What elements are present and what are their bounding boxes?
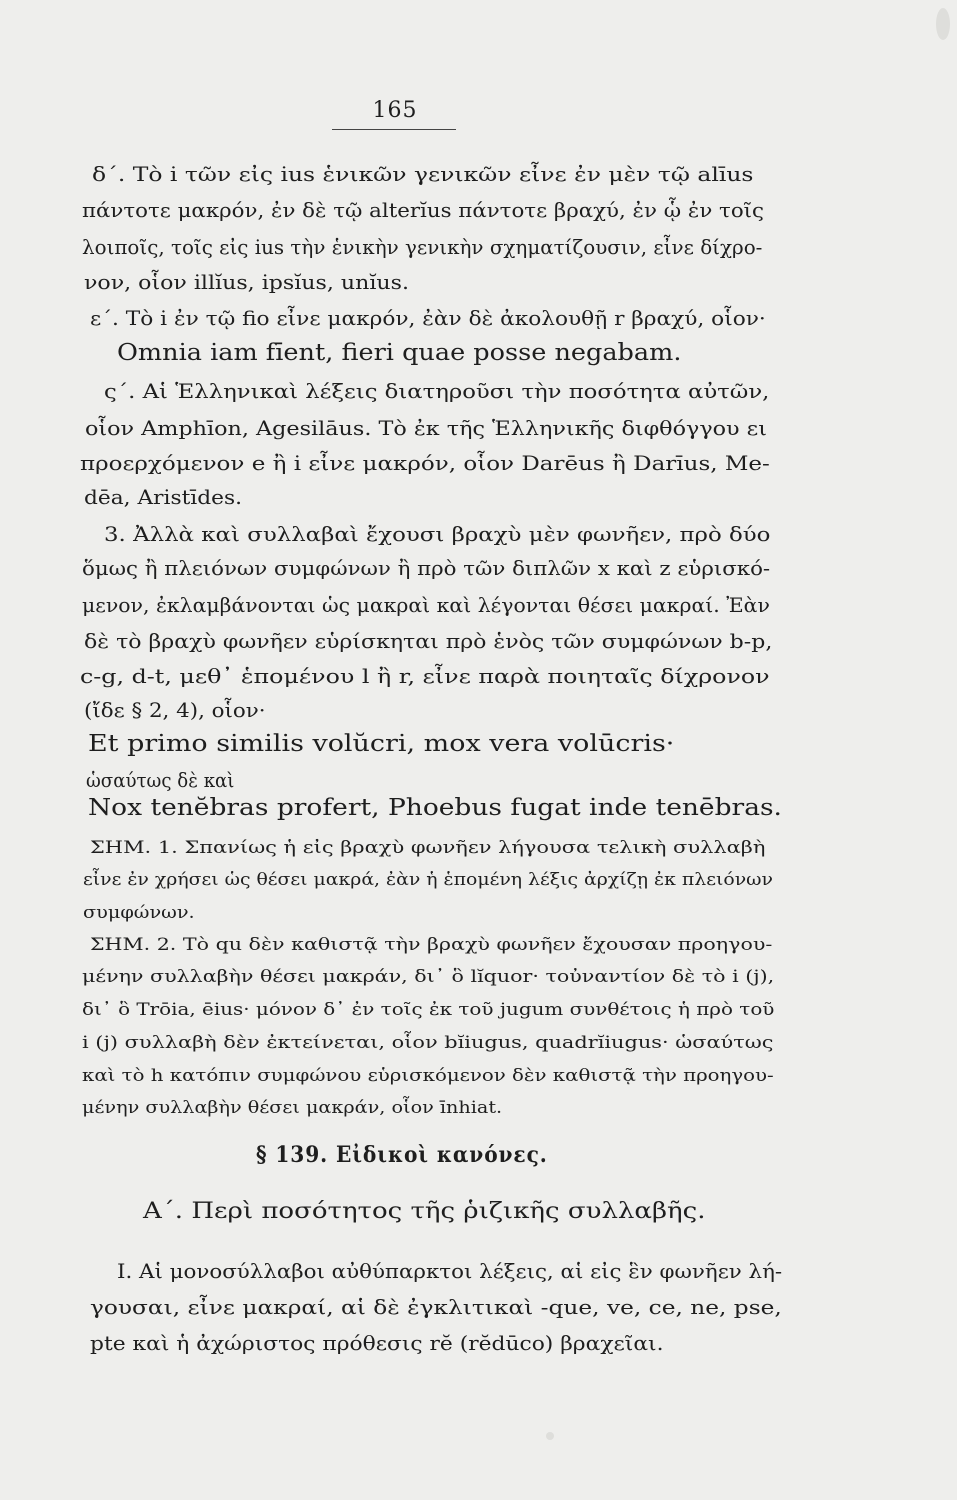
text-line: ε΄. Τὸ i ἐν τῷ fio εἶνε μακρόν, ἐὰν δὲ ἀκολουθῇ r βραχύ, οἷον·: [90, 307, 766, 330]
text-line: ὅμως ἢ πλειόνων συμφώνων ἢ πρὸ τῶν διπλῶν x καὶ z εὑρισκό-: [82, 557, 771, 580]
text-line: ΣΗΜ. 2. Τὸ qu δὲν καθιστᾷ τὴν βραχὺ φωνῆεν ἔχουσαν προηγου-: [90, 935, 773, 955]
text-line: I. Αἱ μονοσύλλαβοι αὐθύπαρκτοι λέξεις, αἱ εἰς ἓν φωνῆεν λή-: [117, 1260, 783, 1283]
text-line: δ΄. Τὸ i τῶν εἰς ius ἑνικῶν γενικῶν εἶνε ἐν μὲν τῷ alīus: [92, 163, 754, 186]
text-line: λοιποῖς, τοῖς εἰς ius τὴν ἑνικὴν γενικὴν σχηματίζουσιν, εἶνε δίχρο-: [82, 236, 763, 259]
text-line: μενον, ἐκλαμβάνονται ὡς μακραὶ καὶ λέγονται θέσει μακραί. Ἐὰν: [82, 594, 770, 617]
text-line: νον, οἷον illĭus, ipsĭus, unĭus.: [84, 271, 409, 294]
text-line: δι᾽ ὃ Trōia, ēius· μόνον δ᾽ ἐν τοῖς ἐκ τοῦ jugum συνθέτοις ἡ πρὸ τοῦ: [82, 1000, 775, 1020]
text-line: προερχόμενον e ἢ i εἶνε μακρόν, οἷον Darēus ἢ Darīus, Me-: [80, 452, 770, 475]
text-line: δὲ τὸ βραχὺ φωνῆεν εὑρίσκηται πρὸ ἑνὸς τῶν συμφώνων b-p,: [84, 630, 773, 653]
text-line: dēa, Aristīdes.: [84, 486, 242, 509]
text-line: c-g, d-t, μεθ᾽ ἑπομένου l ἢ r, εἶνε παρὰ ποιηταῖς δίχρονον: [80, 665, 770, 688]
text-line: ς΄. Αἱ Ἑλληνικαὶ λέξεις διατηροῦσι τὴν ποσότητα αὐτῶν,: [104, 380, 770, 403]
text-line: 3. Ἀλλὰ καὶ συλλαβαὶ ἔχουσι βραχὺ μὲν φωνῆεν, πρὸ δύο: [104, 523, 771, 546]
text-line: καὶ τὸ h κατόπιν συμφώνου εὑρισκόμενον δὲν καθιστᾷ τὴν προηγου-: [82, 1066, 774, 1086]
text-line: Nox tenĕbras profert, Phoebus fugat inde tenēbras.: [88, 795, 782, 821]
section-heading: § 139. Εἰδικοὶ κανόνες.: [256, 1142, 548, 1168]
text-line: ΣΗΜ. 1. Σπανίως ἡ εἰς βραχὺ φωνῆεν λήγουσα τελικὴ συλλαβὴ: [90, 838, 766, 858]
text-line: συμφώνων.: [83, 903, 195, 923]
text-line: (ἴδε § 2, 4), οἷον·: [84, 699, 266, 722]
text-line: Omnia iam fīent, fieri quae posse negabam.: [117, 340, 682, 366]
text-line: μένην συλλαβὴν θέσει μακράν, οἷον īnhiat.: [82, 1098, 503, 1118]
text-line: πάντοτε μακρόν, ἐν δὲ τῷ alterĭus πάντοτε βραχύ, ἐν ᾧ ἐν τοῖς: [82, 199, 764, 222]
text-line: οἷον Amphīon, Agesilāus. Τὸ ἐκ τῆς Ἑλληνικῆς διφθόγγου ει: [85, 417, 767, 440]
text-line: μένην συλλαβὴν θέσει μακράν, δι᾽ ὃ lĭquor· τοὐναντίον δὲ τὸ i (j),: [82, 967, 775, 987]
text-line: Et primo similis volŭcri, mox vera volūcris·: [88, 731, 675, 757]
text-line: εἶνε ἐν χρήσει ὡς θέσει μακρά, ἐὰν ἡ ἑπομένη λέξις ἀρχίζῃ ἐκ πλειόνων: [83, 870, 773, 890]
scan-smudge: [936, 8, 950, 40]
text-line: pte καὶ ἡ ἀχώριστος πρόθεσις rĕ (rĕdūco) βραχεῖαι.: [90, 1332, 664, 1355]
page-number: 165: [372, 98, 418, 123]
text-line: i (j) συλλαβὴ δὲν ἐκτείνεται, οἷον bĭiugus, quadrĭiugus· ὡσαύτως: [82, 1033, 774, 1053]
text-line: ὡσαύτως δὲ καὶ: [86, 769, 235, 792]
text-line: γουσαι, εἶνε μακραί, αἱ δὲ ἐγκλιτικαὶ -que, ve, ce, ne, pse,: [90, 1296, 782, 1319]
subheading: Α΄. Περὶ ποσότητος τῆς ῥιζικῆς συλλαβῆς.: [143, 1199, 706, 1224]
page-number-rule: [332, 129, 456, 130]
scan-smudge: [546, 1432, 554, 1440]
